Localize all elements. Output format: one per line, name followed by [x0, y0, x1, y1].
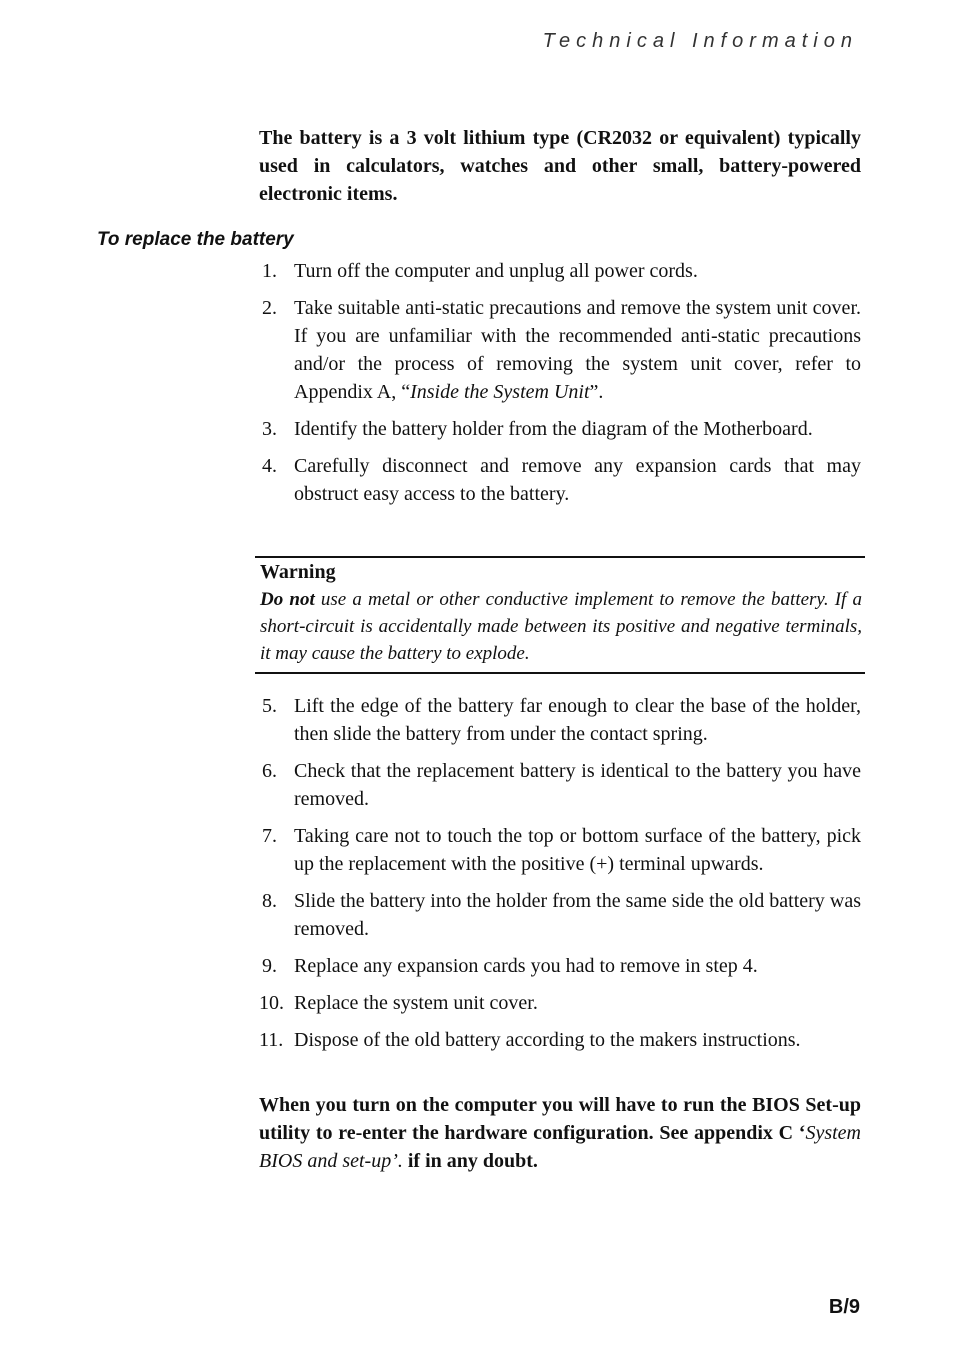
steps-list-part2 — [259, 692, 861, 1063]
warning-box — [255, 556, 865, 674]
warning-text — [260, 586, 862, 667]
step-text: Lift the edge of the battery far enough to clear the base of the holder, then slide the battery from under the contact spring. — [294, 695, 861, 745]
step-text: Turn off the computer and unplug all power cords. — [294, 260, 698, 282]
list-item — [259, 257, 861, 285]
intro-paragraph: The battery is a 3 volt lithium type (CR2032 or equivalent) typically used in calculators, watches and other small, battery-powered electronic items. — [259, 127, 861, 205]
step-text: Slide the battery into the holder from the same side the old battery was removed. — [294, 890, 861, 940]
steps-list-part1 — [259, 257, 861, 517]
warning-body: use a metal or other conductive implement to remove the battery. If a short-circuit is accidentally made between its positive and negative terminals, it may cause the battery to explode. — [260, 589, 862, 664]
step-text: Identify the battery holder from the diagram of the Motherboard. — [294, 418, 813, 440]
list-item — [259, 1026, 861, 1054]
list-item — [259, 294, 861, 406]
appendix-c-reference: System BIOS and set-up’. — [259, 1122, 861, 1172]
step-text: Taking care not to touch the top or bottom surface of the battery, pick up the replacement with the positive (+) terminal upwards. — [294, 825, 861, 875]
step-text: Replace the system unit cover. — [294, 992, 538, 1014]
step-text-tail: ”. — [589, 381, 604, 403]
list-item — [259, 692, 861, 748]
step-text: Dispose of the old battery according to the makers instructions. — [294, 1029, 801, 1051]
step-number: 10. — [259, 992, 284, 1014]
list-item — [259, 989, 861, 1017]
closing-text: When you turn on the computer you will have to run the BIOS Set-up utility to re-enter the hardware configuration. See appendix C ‘ — [259, 1094, 861, 1144]
step-number: 7. — [262, 825, 277, 847]
step-number: 8. — [262, 890, 277, 912]
running-header: Technical Information — [542, 30, 858, 52]
step-text: Take suitable anti-static precautions and remove the system unit cover. If you are unfamiliar with the recommended anti-static precautions and/or the process of removing the system unit cover, refer to Appendix A, “ — [294, 297, 861, 403]
step-text: Check that the replacement battery is identical to the battery you have removed. — [294, 760, 861, 810]
step-number: 4. — [262, 455, 277, 477]
appendix-reference: Inside the System Unit — [410, 381, 590, 403]
warning-title: Warning — [260, 561, 336, 583]
step-number: 5. — [262, 695, 277, 717]
step-text: Carefully disconnect and remove any expansion cards that may obstruct easy access to the battery. — [294, 455, 861, 505]
step-number: 11. — [259, 1029, 284, 1051]
closing-paragraph — [259, 1091, 861, 1175]
list-item — [259, 887, 861, 943]
step-number: 6. — [262, 760, 277, 782]
section-heading: To replace the battery — [97, 229, 294, 250]
warning-emphasis: Do not — [260, 589, 315, 610]
list-item — [259, 822, 861, 878]
closing-text-tail: if in any doubt. — [402, 1150, 538, 1172]
list-item — [259, 452, 861, 508]
step-number: 1. — [262, 260, 277, 282]
page-number: B/9 — [828, 1296, 860, 1318]
step-number: 9. — [262, 955, 277, 977]
list-item — [259, 415, 861, 443]
step-text: Replace any expansion cards you had to remove in step 4. — [294, 955, 758, 977]
list-item — [259, 757, 861, 813]
list-item — [259, 952, 861, 980]
step-number: 2. — [262, 297, 277, 319]
step-number: 3. — [262, 418, 277, 440]
